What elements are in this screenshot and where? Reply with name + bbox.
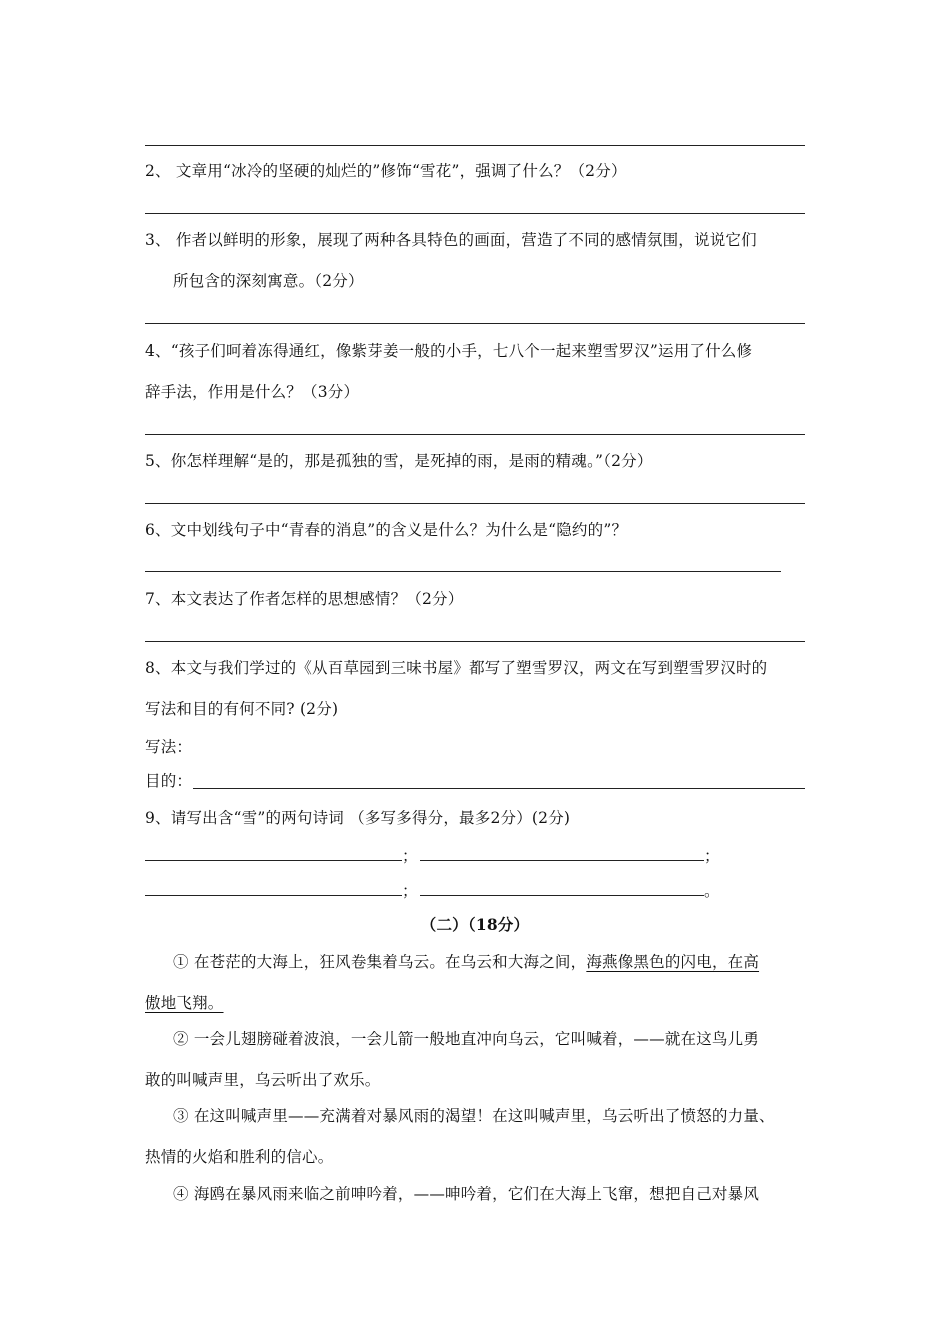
question-3-line-2: 所包含的深刻寓意。（2分） [173, 272, 364, 290]
passage-paragraph-4-line-1: ④ 海鸥在暴风雨来临之前呻吟着，——呻吟着，它们在大海上飞窜，想把自己对暴风 [173, 1185, 760, 1203]
passage-text: ① 在苍茫的大海上，狂风卷集着乌云。在乌云和大海之间， [173, 953, 587, 971]
question-4-line-2: 辞手法，作用是什么？（3分） [145, 383, 360, 401]
question-8-line-1: 8、本文与我们学过的《从百草园到三味书屋》都写了塑雪罗汉，两文在写到塑雪罗汉时的 [145, 659, 768, 677]
question-6: 6、文中划线句子中“青春的消息”的含义是什么？为什么是“隐约的”？ [145, 521, 628, 539]
question-7: 7、本文表达了作者怎样的思想感情？（2分） [145, 590, 464, 608]
answer-line [145, 213, 805, 214]
passage-paragraph-1-line-1 [173, 952, 759, 972]
purpose-label: 目的： [145, 772, 193, 790]
section-title: （二）（18分） [420, 915, 530, 934]
question-9: 9、请写出含“雪”的两句诗词 （多写多得分，最多2分）(2分) [145, 809, 571, 827]
question-5: 5、你怎样理解“是的，那是孤独的雪，是死掉的雨，是雨的精魂。”（2分） [145, 452, 653, 470]
poem-separator: ； [402, 847, 418, 865]
poem-line [145, 860, 402, 861]
underlined-sentence-continued: 傲地飞翔。 [145, 994, 224, 1012]
question-4-line-1: 4、“孩子们呵着冻得通红，像紫芽姜一般的小手，七八个一起来塑雪罗汉”运用了什么修 [145, 342, 753, 360]
answer-line [145, 641, 805, 642]
answer-line [145, 145, 805, 146]
purpose-answer-line [193, 788, 805, 789]
poem-separator: ； [704, 847, 720, 865]
answer-line [145, 503, 805, 504]
passage-paragraph-3-line-2: 热情的火焰和胜利的信心。 [145, 1148, 334, 1166]
poem-separator: ； [402, 882, 418, 900]
underlined-sentence: 海燕像黑色的闪电，在高 [586, 953, 760, 971]
answer-line [145, 571, 781, 572]
question-3-line-1: 3、 作者以鲜明的形象，展现了两种各具特色的画面，营造了不同的感情氛围，说说它们 [145, 231, 757, 249]
passage-paragraph-3-line-1: ③ 在这叫喊声里——充满着对暴风雨的渴望！在这叫喊声里，乌云听出了愤怒的力量、 [173, 1107, 775, 1125]
poem-line [420, 860, 704, 861]
passage-paragraph-2-line-1: ② 一会儿翅膀碰着波浪，一会儿箭一般地直冲向乌云，它叫喊着，——就在这鸟儿勇 [173, 1030, 760, 1048]
passage-paragraph-2-line-2: 敢的叫喊声里，乌云听出了欢乐。 [145, 1071, 381, 1089]
question-2: 2、 文章用“冰冷的坚硬的灿烂的”修饰“雪花”，强调了什么？（2分） [145, 162, 627, 180]
poem-line [420, 895, 704, 896]
poem-end-mark: 。 [704, 882, 720, 900]
answer-line [145, 323, 805, 324]
answer-line [145, 434, 805, 435]
method-label: 写法： [145, 738, 193, 756]
question-8-line-2: 写法和目的有何不同? (2分) [145, 700, 339, 718]
poem-line [145, 895, 402, 896]
